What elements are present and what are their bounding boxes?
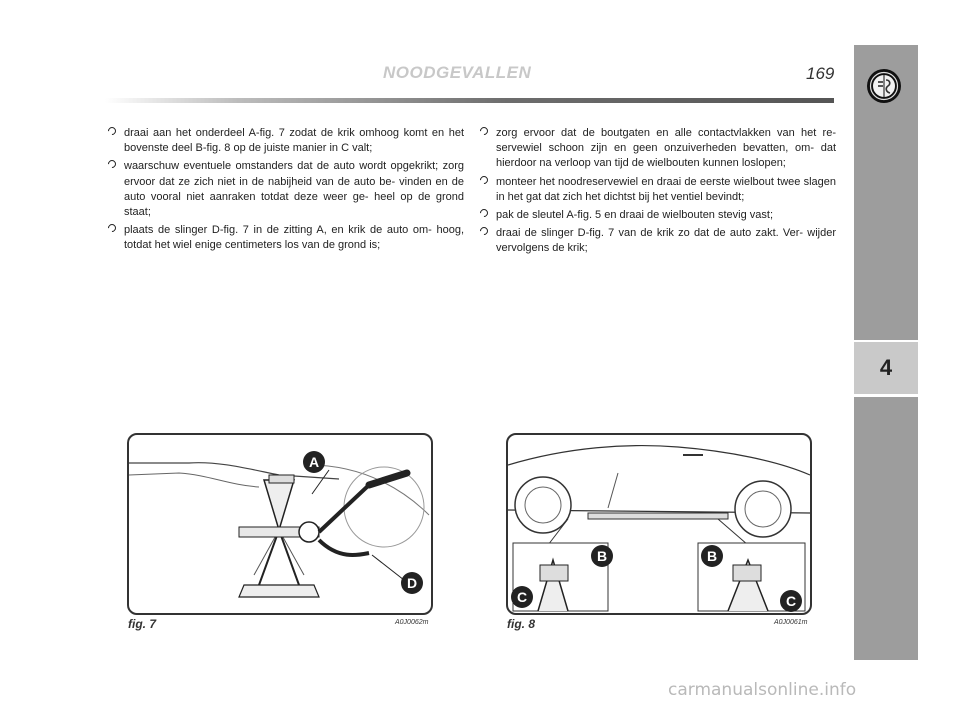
list-item bbox=[480, 126, 836, 172]
figure-7-code: A0J0062m bbox=[395, 619, 429, 626]
list-item bbox=[108, 126, 464, 156]
header-rule bbox=[105, 98, 834, 103]
list-item bbox=[480, 226, 836, 256]
chapter-number: 4 bbox=[879, 355, 893, 380]
callout-a: A bbox=[308, 454, 320, 470]
watermark: carmanualsonline.info bbox=[668, 680, 857, 700]
callout-d: D bbox=[406, 575, 418, 591]
list-item-text: draai de slinger D-fig. 7 van de krik zo dat de auto zakt. Ver- wijder vervolgens de krik; bbox=[496, 227, 836, 255]
scissor-jack-illustration bbox=[129, 435, 431, 613]
figure-7 bbox=[127, 433, 433, 615]
list-item bbox=[480, 208, 836, 223]
bullet-icon bbox=[106, 125, 117, 136]
page-title: NOODGEVALLEN bbox=[383, 63, 532, 82]
figure-7-caption: fig. 7 bbox=[128, 617, 157, 631]
figure-8 bbox=[506, 433, 812, 615]
car-jack-points-illustration bbox=[508, 435, 810, 613]
bullet-icon bbox=[478, 125, 489, 136]
figure-8-code: A0J0061m bbox=[774, 619, 808, 626]
callout-b-left: B bbox=[596, 548, 608, 564]
list-item-text: waarschuw eventuele omstanders dat de auto wordt opgekrikt; zorg ervoor dat ze zich niet in de nabijheid van de auto be- vinden en de auto vooral niet aanraken totdat deze weer ge- heel op de grond staat; bbox=[124, 160, 464, 219]
list-item-text: plaats de slinger D-fig. 7 in de zitting A, en krik de auto om- hoog, totdat het wiel enige centimeters los van de grond is; bbox=[124, 224, 464, 252]
figure-8-caption: fig. 8 bbox=[507, 617, 536, 631]
bullet-icon bbox=[478, 174, 489, 185]
callout-b-right: B bbox=[706, 548, 718, 564]
list-item-text: pak de sleutel A-fig. 5 en draai de wielbouten stevig vast; bbox=[496, 209, 774, 222]
left-column bbox=[108, 126, 464, 257]
bullet-icon bbox=[478, 226, 489, 237]
list-item bbox=[108, 159, 464, 220]
sidebar-separator bbox=[854, 394, 918, 397]
bullet-icon bbox=[106, 223, 117, 234]
bullet-icon bbox=[106, 159, 117, 170]
page-number: 169 bbox=[806, 64, 835, 83]
list-item-text: draai aan het onderdeel A-fig. 7 zodat de krik omhoog komt en het bovenste deel B-fig. 8 op de juiste manier in C valt; bbox=[124, 127, 464, 155]
list-item bbox=[108, 223, 464, 253]
chapter-tab[interactable] bbox=[854, 342, 918, 394]
right-column bbox=[480, 126, 836, 260]
bullet-icon bbox=[478, 207, 489, 218]
callout-c-right: C bbox=[785, 593, 797, 609]
callout-c-left: C bbox=[516, 589, 528, 605]
list-item-text: zorg ervoor dat de boutgaten en alle contactvlakken van het re- servewiel schoon zijn en geen onzuiverheden bevatten, om- dat hierdoor na verloop van tijd de wielbouten kunnen loslopen; bbox=[496, 127, 836, 170]
alfa-romeo-badge-icon bbox=[866, 68, 902, 104]
list-item bbox=[480, 175, 836, 205]
list-item-text: monteer het noodreservewiel en draai de eerste wielbout twee slagen in het gat dat zich het dichtst bij het ventiel bevindt; bbox=[496, 175, 836, 203]
